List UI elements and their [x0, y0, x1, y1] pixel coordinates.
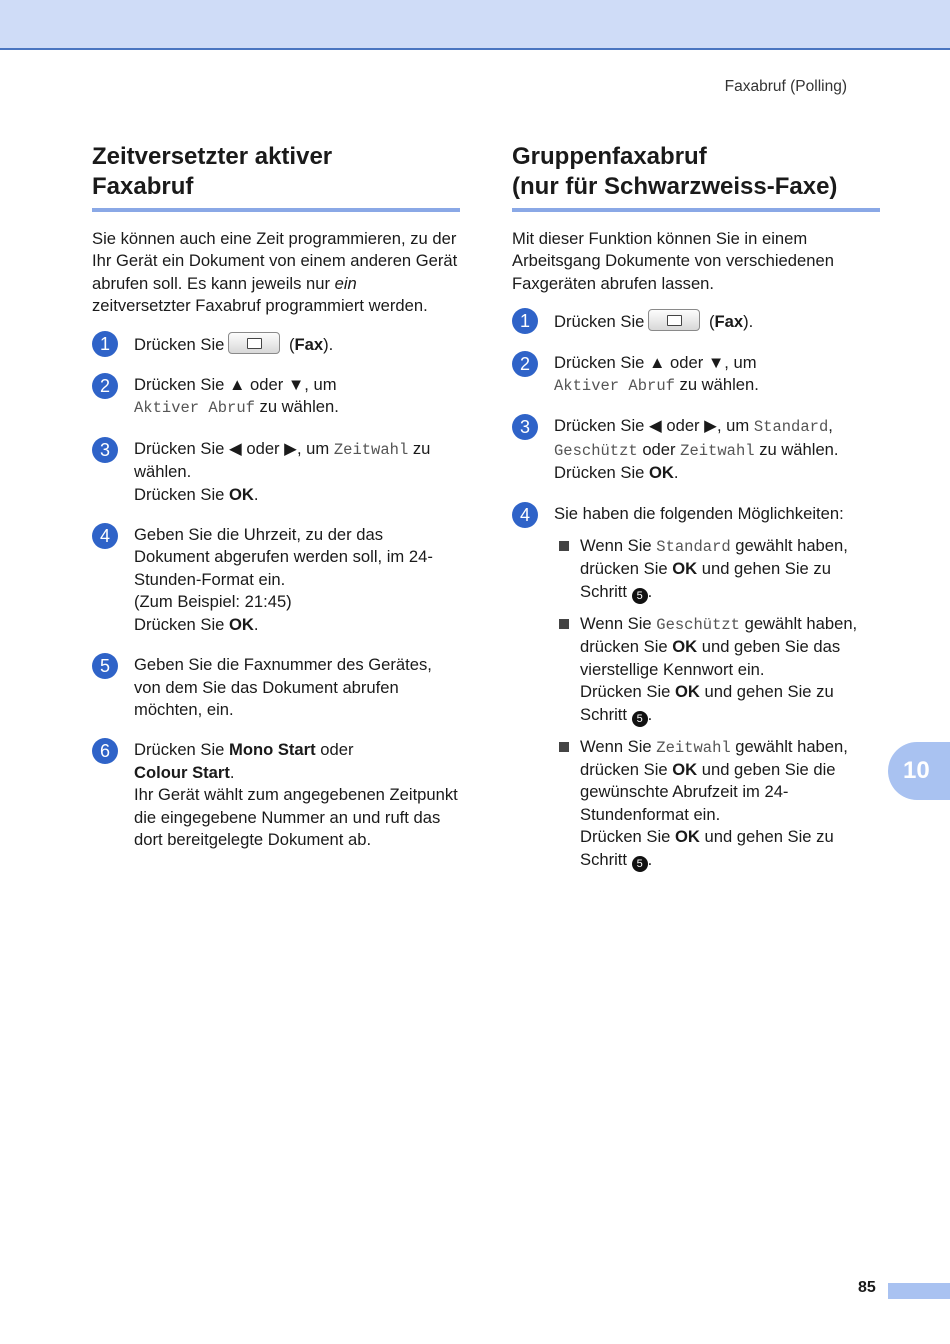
text-span: OK — [672, 759, 698, 779]
text-span: OK — [672, 637, 698, 657]
text-span: Standard — [656, 538, 731, 557]
text-span: Drücken Sie ◀ oder ▶, um — [134, 438, 334, 458]
text-span: zu wählen. — [254, 397, 339, 417]
text-span: gewählt haben, drücken Sie — [580, 736, 848, 779]
text-span: Standard — [753, 418, 829, 437]
text-span: Drücken Sie — [554, 312, 645, 332]
bullet-square-icon — [559, 619, 569, 629]
text-span: OK — [672, 559, 698, 579]
text-span: gewählt haben, drücken Sie — [580, 536, 848, 579]
step-number: 4 — [512, 502, 538, 528]
step-5 — [92, 654, 460, 721]
text-span: zu wählen. — [754, 439, 839, 459]
step-4 — [512, 503, 880, 872]
bullet-square-icon — [559, 541, 569, 551]
text-span: oder — [637, 439, 681, 459]
text-span: Drücken Sie — [580, 682, 675, 702]
step-reference-icon: 5 — [632, 588, 648, 604]
text-span: Wenn Sie — [580, 613, 657, 633]
top-banner — [0, 0, 950, 50]
fax-key-icon — [228, 332, 280, 354]
text-span: Drücken Sie ▲ oder ▼, um — [554, 352, 757, 372]
text-span: Drücken Sie — [134, 614, 229, 634]
text-span: Geschützt — [554, 441, 638, 460]
text-span: OK — [675, 682, 700, 702]
text-span: und gehen Sie zu Schritt — [580, 827, 834, 869]
list-item — [554, 535, 880, 604]
text-span: Fax — [294, 334, 324, 354]
bullet-square-icon — [559, 742, 569, 752]
text-span: ( — [704, 312, 715, 332]
step-2 — [92, 374, 460, 420]
text-span: Sie können auch eine Zeit programmieren, zu der Ihr Gerät ein Dokument von einem anderen Gerät abrufen soll. Es kann jeweils nur — [92, 229, 458, 293]
text-span: Zeitversetzter aktiver — [92, 143, 333, 170]
text-span: Zeitwahl — [333, 440, 409, 459]
step-2 — [512, 352, 880, 398]
text-span: Drücken Sie — [134, 740, 229, 760]
intro-right: Mit dieser Funktion können Sie in einem Arbeitsgang Dokumente von verschiedenen Faxgeräten abrufen lassen. — [512, 229, 834, 293]
text-span: Fax — [714, 312, 744, 332]
intro-left — [92, 228, 460, 318]
text-span: ( — [284, 334, 295, 354]
step-number: 1 — [92, 331, 118, 357]
text-span: Wenn Sie — [580, 736, 657, 756]
text-span: ). — [323, 334, 334, 354]
page-number: 85 — [858, 1279, 876, 1296]
text-span: und geben Sie das vierstellige Kennwort ein. — [580, 637, 841, 679]
step-number: 2 — [92, 373, 118, 399]
text-span: gewählt haben, drücken Sie — [580, 613, 858, 657]
left-column — [92, 142, 460, 869]
step-number: 3 — [512, 414, 538, 440]
text-span: Drücken Sie ◀ oder ▶, um — [554, 416, 754, 436]
text-span: . — [647, 581, 653, 601]
text-span: zu wählen. — [674, 375, 759, 395]
step-number: 5 — [92, 653, 118, 679]
step-1 — [92, 332, 460, 356]
text-span: oder — [315, 740, 354, 760]
text-span: . — [647, 704, 653, 724]
page-number-bar — [888, 1283, 950, 1299]
text-span: Gruppenfaxabruf — [512, 143, 707, 170]
text-span: OK — [675, 827, 700, 847]
text-span: Drücken Sie — [580, 827, 675, 847]
text-span: ). — [743, 312, 754, 332]
step-number: 6 — [92, 738, 118, 764]
step-1 — [512, 309, 880, 333]
text-span: und gehen Sie zu Schritt — [580, 682, 834, 724]
text-span: Geben Sie die Faxnummer des Gerätes, von dem Sie das Dokument abrufen möchten, ein. — [134, 655, 432, 719]
text-span: . — [253, 614, 259, 634]
text-span: Sie haben die folgenden Möglichkeiten: — [554, 503, 844, 523]
text-span: Geben Sie die Uhrzeit, zu der das Dokument abgerufen werden soll, im 24-Stunden-Format ein. — [134, 525, 433, 589]
step-6 — [92, 739, 460, 851]
text-span: Drücken Sie — [554, 463, 649, 483]
text-span: OK — [229, 484, 254, 504]
text-span: Zeitwahl — [656, 738, 731, 757]
section-title-left — [92, 142, 460, 212]
text-span: Wenn Sie — [580, 536, 657, 556]
text-span: Drücken Sie ▲ oder ▼, um — [134, 375, 337, 395]
step-reference-icon: 5 — [632, 856, 648, 872]
right-column — [512, 142, 880, 881]
text-span: OK — [229, 614, 254, 634]
step-reference-icon: 5 — [632, 711, 648, 727]
text-span: Faxabruf — [92, 173, 194, 200]
text-span: . — [673, 463, 679, 483]
text-span: zu wählen. — [134, 438, 431, 482]
text-span: Drücken Sie — [134, 484, 229, 504]
step-number: 3 — [92, 437, 118, 463]
text-span: , — [828, 416, 833, 436]
text-span: (nur für Schwarzweiss-Faxe) — [512, 173, 838, 200]
running-header: Faxabruf (Polling) — [724, 78, 847, 95]
chapter-tab: 10 — [888, 742, 950, 800]
text-span: . — [253, 484, 259, 504]
options-list — [554, 535, 880, 871]
text-span: zeitversetzter Faxabruf programmiert werden. — [92, 296, 428, 316]
text-span: Zeitwahl — [680, 441, 755, 460]
step-3 — [92, 438, 460, 506]
list-item — [554, 613, 880, 727]
text-span: Geschützt — [656, 615, 740, 634]
text-span: Drücken Sie — [134, 334, 225, 354]
step-number: 4 — [92, 523, 118, 549]
text-span: Ihr Gerät wählt zum angegebenen Zeitpunkt die eingegebene Nummer an und ruft das dort bereitgelegte Dokument ab. — [134, 785, 458, 849]
text-span: . — [647, 849, 653, 869]
list-item — [554, 736, 880, 872]
text-span: und geben Sie die gewünschte Abrufzeit im 24-Stundenformat ein. — [580, 759, 836, 824]
fax-key-icon — [648, 309, 700, 331]
text-span: Mono Start — [229, 740, 316, 760]
text-span: . — [229, 762, 235, 782]
text-span: Aktiver Abruf — [134, 399, 255, 418]
section-title-right — [512, 142, 880, 212]
text-span: ein — [334, 273, 357, 293]
text-span: Colour Start — [134, 762, 230, 782]
text-span: Aktiver Abruf — [554, 377, 675, 396]
step-3 — [512, 415, 880, 484]
text-span: und gehen Sie zu Schritt — [580, 559, 831, 601]
step-4 — [92, 524, 460, 636]
step-number: 1 — [512, 308, 538, 334]
text-span: OK — [649, 463, 674, 483]
text-span: (Zum Beispiel: 21:45) — [134, 592, 292, 612]
step-number: 2 — [512, 351, 538, 377]
